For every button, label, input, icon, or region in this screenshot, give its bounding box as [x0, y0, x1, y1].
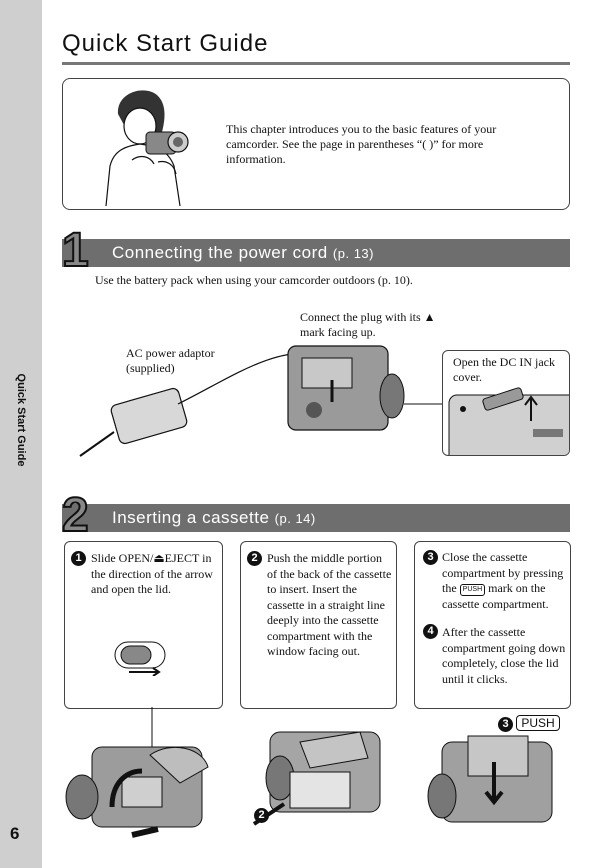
step2-number: 2 [247, 551, 262, 566]
push-mark-icon: PUSH [460, 584, 485, 596]
camcorder-open-lid-illustration [62, 707, 212, 847]
step4-number: 4 [423, 624, 438, 639]
dc-in-jack-illustration [443, 385, 569, 455]
illus-step2-number: 2 [254, 808, 269, 823]
step2-box [240, 541, 397, 709]
power-connection-illustration [74, 336, 446, 462]
sidebar-label: Quick Start Guide [15, 373, 27, 467]
callout-plug: Connect the plug with its ▲ mark facing up. [300, 310, 436, 339]
section1-subtitle: Use the battery pack when using your camcorder outdoors (p. 10). [95, 273, 413, 287]
push-callout [498, 716, 560, 732]
step1-text: Slide OPEN/⏏EJECT in the direction of the arrow and open the lid. [91, 551, 213, 596]
section1-number: 1 [62, 224, 89, 277]
person-with-camcorder-illustration [96, 84, 206, 206]
camcorder-insert-cassette-illustration [250, 712, 390, 834]
step3-number: 3 [423, 550, 438, 565]
illus-push-label: PUSH [516, 715, 559, 731]
step3-4-box [414, 541, 571, 709]
camcorder-close-compartment-illustration [418, 722, 568, 840]
step2-text: Push the middle portion of the back of the cassette to insert. Insert the cassette in a straight line deeply into the cassette compartment with the window facing out. [267, 551, 392, 658]
page-number: 6 [10, 824, 20, 843]
section2-page-ref: (p. 14) [274, 511, 316, 526]
section2-banner [62, 489, 570, 542]
page-title: Quick Start Guide [62, 30, 269, 57]
section1-title: Connecting the power cord [112, 243, 328, 262]
intro-text: This chapter introduces you to the basic features of your camcorder. See the page in parentheses “( )” for more information. [226, 122, 497, 166]
step3-text-after: mark on the cassette compartment. [442, 581, 549, 611]
illus-push-number: 3 [498, 717, 513, 732]
section2-number: 2 [62, 489, 89, 542]
title-rule [62, 62, 570, 65]
section1-page-ref: (p. 13) [332, 246, 374, 261]
dc-in-callout-box [442, 350, 570, 456]
section2-title-wrap [112, 508, 316, 528]
callout-adaptor: AC power adaptor (supplied) [126, 346, 215, 375]
step3-text [442, 550, 566, 612]
section1-banner [62, 224, 570, 277]
callout-dcin: Open the DC IN jack cover. [453, 355, 555, 384]
step1-number: 1 [71, 551, 86, 566]
section2-title: Inserting a cassette [112, 508, 270, 527]
step4-text: After the cassette compartment going down completely, close the lid until it clicks. [442, 625, 566, 686]
section1-title-wrap [112, 243, 374, 263]
step1-box [64, 541, 223, 709]
open-eject-slider-icon [113, 638, 169, 676]
step3-text-before: Close the cassette compartment by pressing the [442, 550, 564, 595]
